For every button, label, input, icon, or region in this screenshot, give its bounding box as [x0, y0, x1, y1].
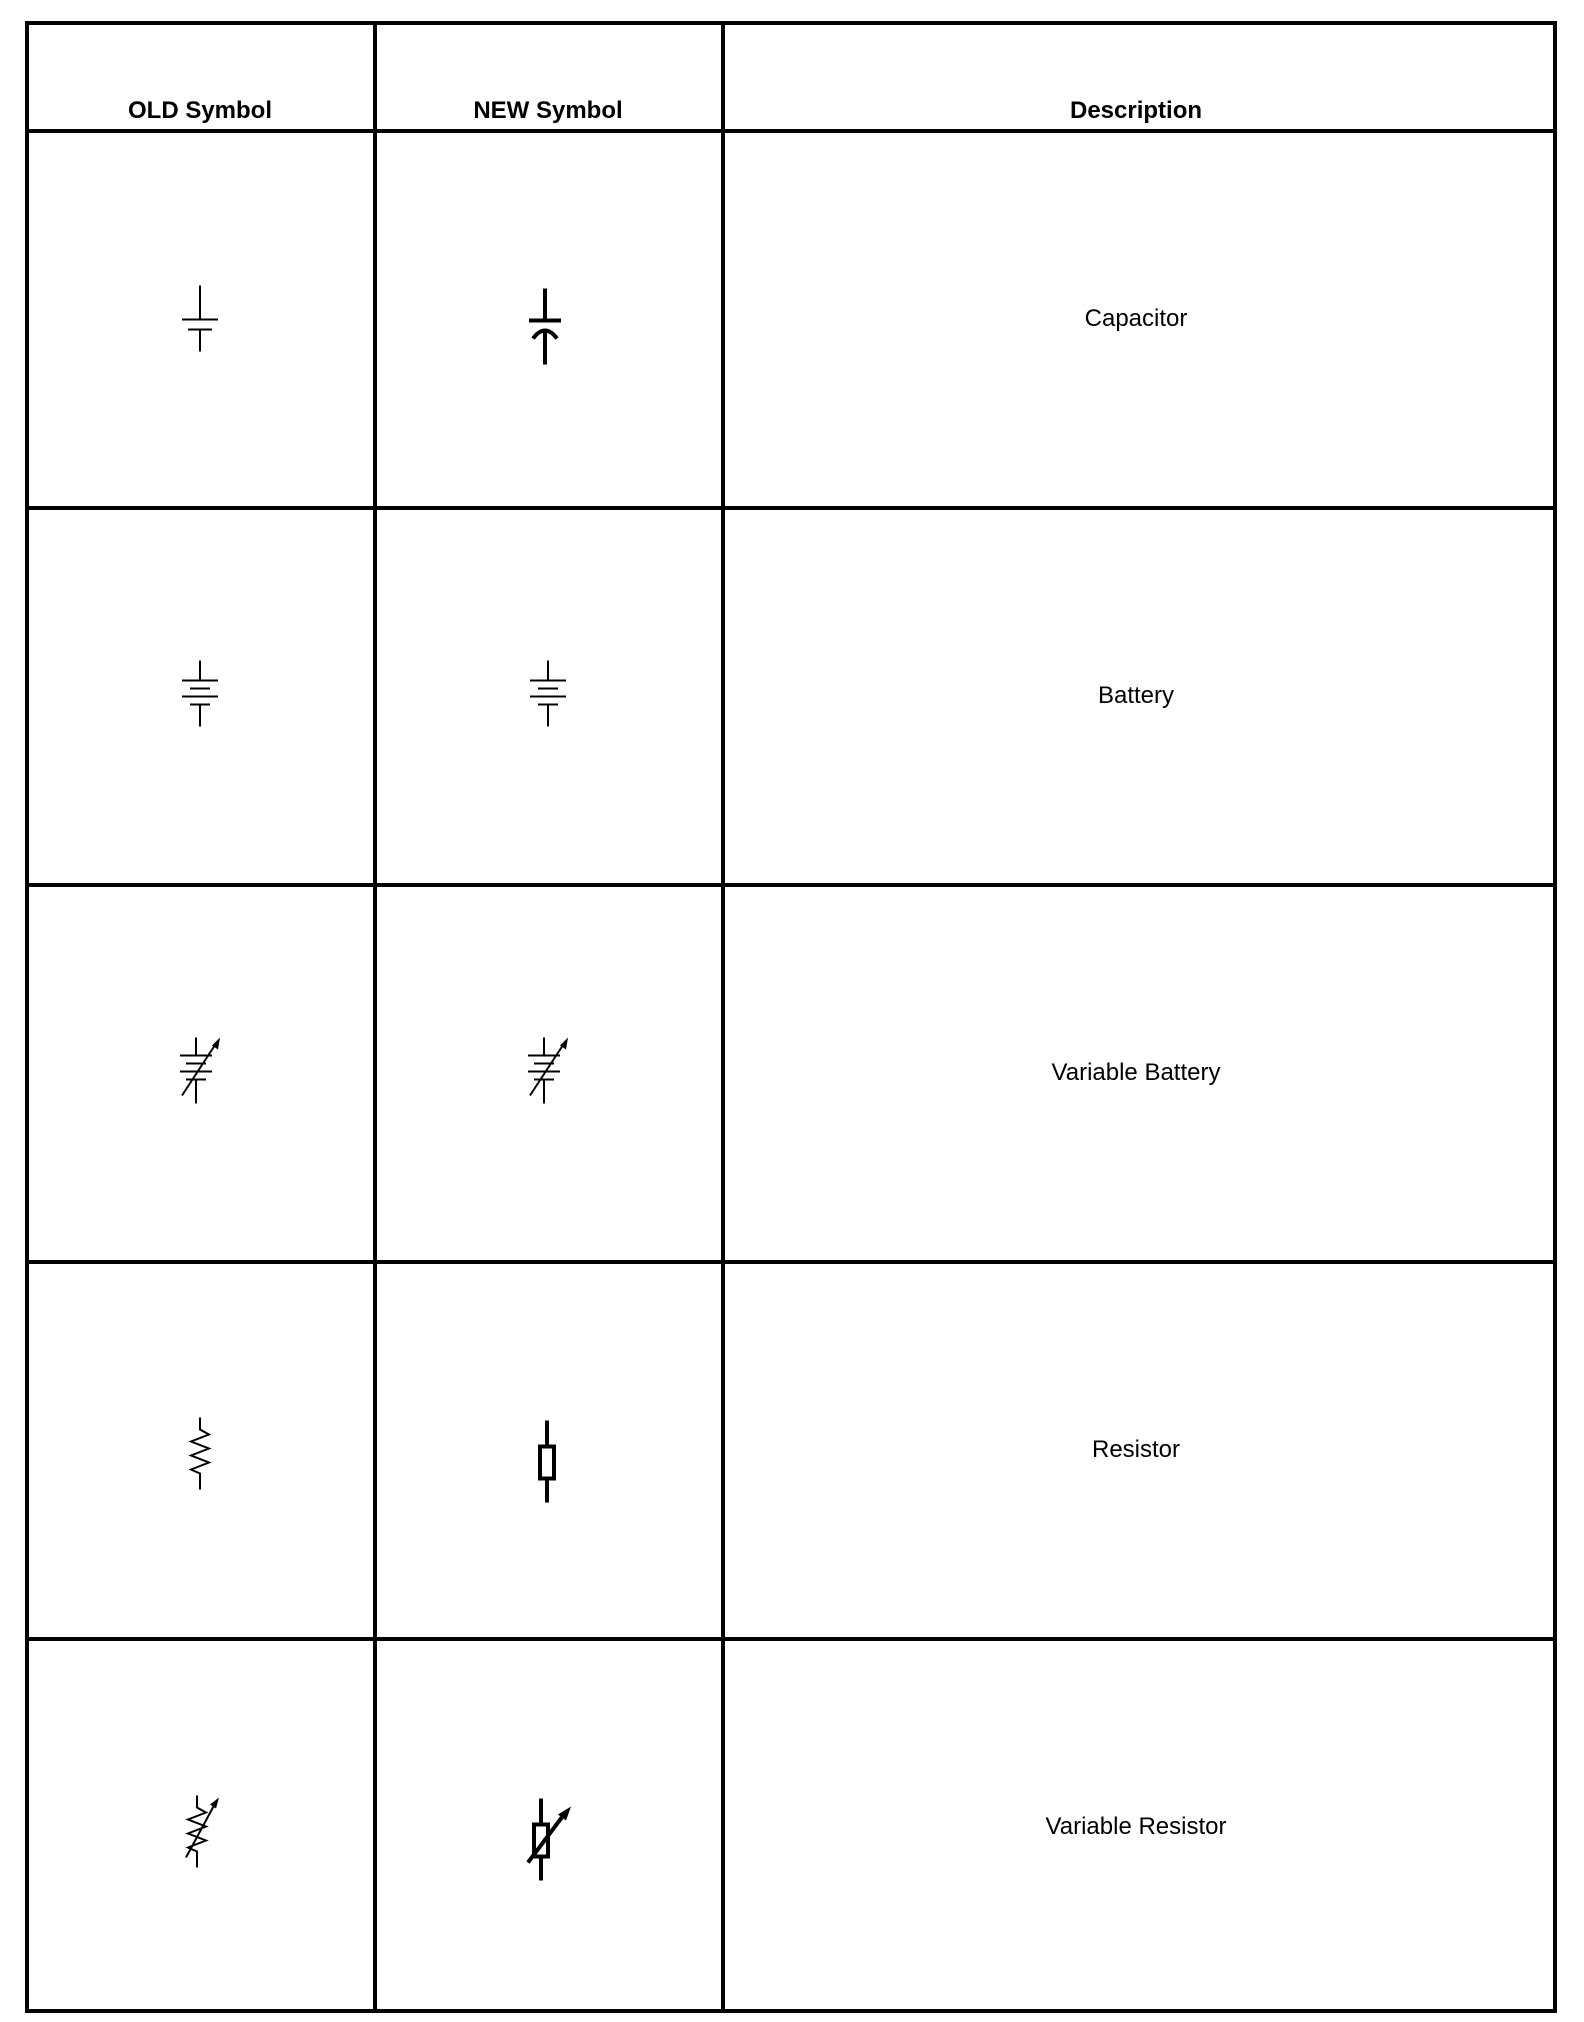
- description-battery: Battery: [1097, 682, 1175, 709]
- header-description: Description: [1069, 97, 1203, 124]
- variable-battery-new-icon: [526, 1036, 570, 1111]
- description-variable-resistor: Variable Resistor: [1045, 1813, 1227, 1840]
- description-resistor: Resistor: [1091, 1436, 1181, 1463]
- capacitor-new-icon: [525, 287, 565, 372]
- header-old-symbol: OLD Symbol: [127, 97, 273, 124]
- header-new-symbol: NEW Symbol: [473, 97, 623, 124]
- variable-resistor-new-icon: [526, 1797, 576, 1888]
- symbol-table: [25, 21, 1557, 2013]
- resistor-old-icon: [185, 1416, 215, 1497]
- capacitor-old-icon: [180, 284, 220, 359]
- battery-new-icon: [528, 659, 568, 734]
- table-grid: [25, 21, 1557, 2013]
- battery-old-icon: [180, 659, 220, 734]
- resistor-new-icon: [532, 1419, 562, 1510]
- variable-battery-old-icon: [178, 1036, 222, 1111]
- variable-resistor-old-icon: [182, 1794, 222, 1875]
- description-capacitor: Capacitor: [1084, 305, 1188, 332]
- description-variable-battery: Variable Battery: [1051, 1059, 1221, 1086]
